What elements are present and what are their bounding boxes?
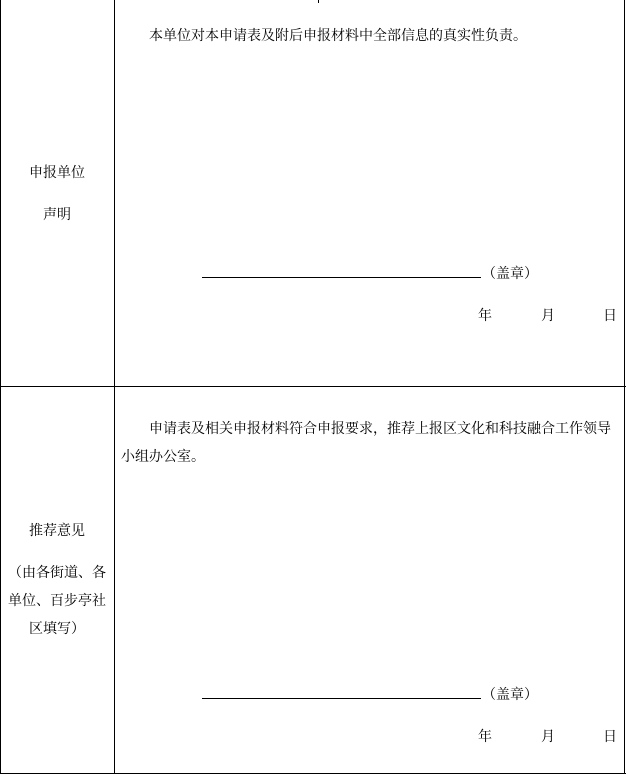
- label-line: 声明: [43, 207, 71, 223]
- label-line: （由各街道、各: [8, 565, 106, 581]
- day-label: 日: [603, 729, 617, 745]
- label-line: 推荐意见: [29, 523, 85, 539]
- table-row-divider: [0, 386, 626, 387]
- applicant-declaration-label: [0, 166, 114, 180]
- recommendation-text-line1: 申请表及相关申报材料符合申报要求，推荐上报区文化和科技融合工作领导: [149, 421, 611, 437]
- table-column-divider: [114, 0, 115, 774]
- day-label: 日: [603, 308, 617, 324]
- recommendation-note-line1: [0, 566, 114, 580]
- table-bottom-border: [0, 773, 626, 774]
- seal-label: （盖章）: [482, 687, 538, 703]
- declaration-statement: 本单位对本申请表及附后申报材料中全部信息的真实性负责。: [149, 28, 527, 44]
- month-label: 月: [541, 308, 555, 324]
- recommendation-label: [0, 524, 114, 538]
- recommendation-note-line3: [0, 622, 114, 636]
- label-line: 申报单位: [29, 165, 85, 181]
- table-right-border: [624, 0, 625, 774]
- signature-line: [202, 277, 481, 278]
- label-line: 区填写）: [29, 621, 85, 637]
- seal-label: （盖章）: [482, 266, 538, 282]
- year-label: 年: [478, 308, 492, 324]
- applicant-declaration-label-2: [0, 208, 114, 222]
- recommendation-text-line2: 小组办公室。: [121, 449, 205, 465]
- signature-line: [202, 698, 481, 699]
- table-left-border: [0, 0, 1, 774]
- year-label: 年: [478, 729, 492, 745]
- top-edge-mark: [318, 0, 319, 3]
- label-line: 单位、百步亭社: [8, 593, 106, 609]
- recommendation-note-line2: [0, 594, 114, 608]
- month-label: 月: [541, 729, 555, 745]
